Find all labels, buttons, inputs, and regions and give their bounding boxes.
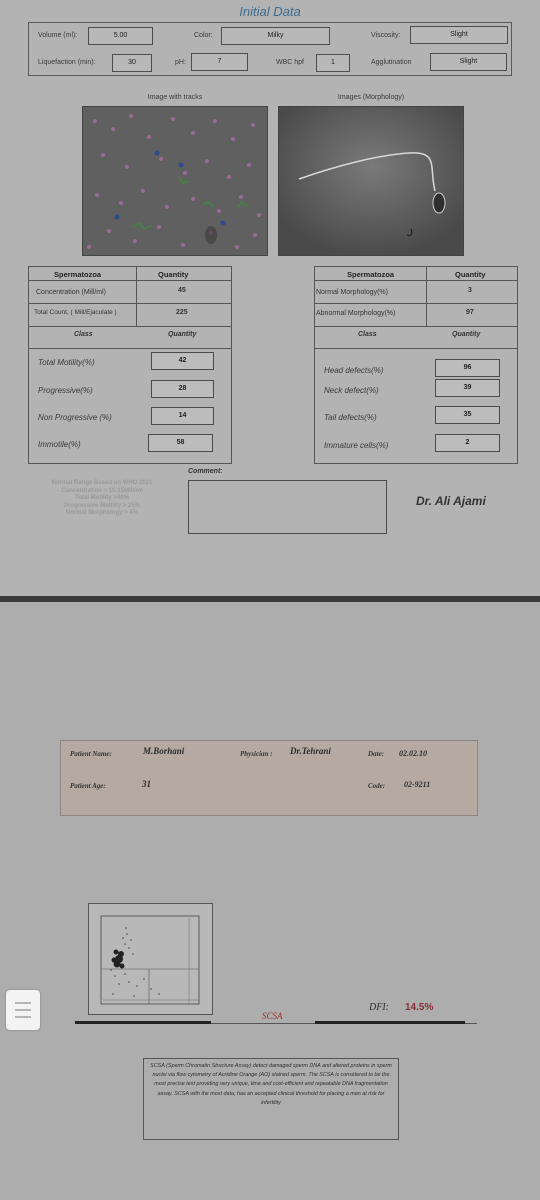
immotile-label: Immotile(%) <box>38 440 81 449</box>
normal-range-line: Progressive Motility > 25% <box>64 502 140 509</box>
normal-range-line: Normal Range Based on WHO 2021 <box>51 480 153 486</box>
volume-field: 5.00 <box>88 27 153 45</box>
normal-range-line: Normal Morphology > 4% <box>65 510 139 516</box>
scsa-underline-end <box>465 1023 477 1024</box>
total-motility-value: 42 <box>151 352 214 370</box>
dfi-label: DFI: <box>369 1002 389 1013</box>
agglutination-label: Agglutination <box>371 59 412 66</box>
initial-data-title: Initial Data <box>239 4 301 19</box>
date-value: 02.02.10 <box>399 749 427 758</box>
normal-morphology-value: 3 <box>468 287 472 294</box>
color-field: Milky <box>221 27 330 45</box>
total-count-label: Total Count, ( Mill/Ejaculate ) <box>34 309 117 316</box>
menu-button[interactable] <box>6 990 40 1030</box>
wbc-label: WBC hpf <box>276 59 305 66</box>
volume-label: Volume (ml): <box>38 32 78 39</box>
color-label: Color: <box>194 32 213 39</box>
scsa-underline-mid <box>211 1023 315 1024</box>
menu-icon <box>15 1016 31 1018</box>
scsa-label: SCSA <box>262 1011 283 1021</box>
menu-icon <box>15 1002 31 1004</box>
date-label: Date: <box>368 750 384 758</box>
liquefaction-label: Liquefaction (min): <box>38 59 96 66</box>
physician-value: Dr.Tehrani <box>290 746 331 756</box>
doctor-name: Dr. Ali Ajami <box>416 494 486 508</box>
left-quantity-label: Quantity <box>168 331 197 338</box>
right-header-quantity: Quantity <box>455 270 486 279</box>
neck-defect-value: 39 <box>435 379 500 397</box>
code-value: 02-9211 <box>404 780 431 789</box>
tail-defects-value: 35 <box>435 406 500 424</box>
patient-age-label: Patient Age: <box>70 782 106 790</box>
comment-label: Comment: <box>188 468 223 475</box>
tail-defects-label: Tail defects(%) <box>324 413 377 422</box>
report-page-1 <box>0 0 540 596</box>
concentration-value: 45 <box>178 287 186 294</box>
non-progressive-value: 14 <box>151 407 214 425</box>
scsa-underline-left <box>75 1021 211 1024</box>
scsa-underline-right <box>315 1021 465 1024</box>
morphology-image <box>278 106 464 256</box>
patient-name-value: M.Borhani <box>143 746 185 756</box>
concentration-label: Concentration (Mill/ml) <box>36 289 107 296</box>
patient-age-value: 31 <box>142 779 151 789</box>
tracks-image <box>82 106 268 256</box>
scsa-description: SCSA (Sperm Chromatin Structure Assay) detect damaged sperm DNA and altered proteins in sperm nuclei via flow cytometry of Acridine Orange (AO) stained sperm. The SCSA is considered to be the most precise test providing very unique, time and cost-efficient and repeatable DNA fragmentation assay. SCSA with the most data, has an accepted clinical threshold for placing a man at risk for infertility <box>143 1058 399 1140</box>
normal-range-line: Concentration > 10-15Mill/ml <box>61 487 143 494</box>
left-header-quantity: Quantity <box>158 270 189 279</box>
neck-defect-label: Neck defect(%) <box>324 386 379 395</box>
scsa-plot <box>88 903 213 1015</box>
ph-label: pH: <box>175 59 186 66</box>
immature-cells-value: 2 <box>435 434 500 452</box>
immotile-value: 58 <box>148 434 213 452</box>
normal-range-note <box>30 480 174 518</box>
menu-icon <box>15 1009 31 1011</box>
normal-range-line: Total Motility >40% <box>75 495 129 501</box>
total-motility-label: Total Motility(%) <box>38 358 95 367</box>
progressive-label: Progressive(%) <box>38 386 93 395</box>
ph-field: 7 <box>191 53 248 71</box>
physician-label: Physician : <box>240 750 273 758</box>
total-count-value: 225 <box>176 309 188 316</box>
right-quantity-label: Quantity <box>452 331 481 338</box>
left-header-spermatozoa: Spermatozoa <box>54 270 102 279</box>
right-class-label: Class <box>358 331 377 338</box>
viscosity-field: Slight <box>410 26 508 44</box>
right-header-spermatozoa: Spermatozoa <box>347 270 395 279</box>
agglutination-field: Slight <box>430 53 507 71</box>
normal-morphology-label: Normal Morphology(%) <box>316 289 388 296</box>
immature-cells-label: Immature cells(%) <box>324 441 389 450</box>
abnormal-morphology-value: 97 <box>466 309 474 316</box>
comment-box <box>188 480 387 534</box>
head-defects-label: Head defects(%) <box>324 366 384 375</box>
tracks-caption: Image with tracks <box>147 94 203 101</box>
viscosity-label: Viscosity: <box>371 32 401 39</box>
non-progressive-label: Non Progressive (%) <box>38 413 112 422</box>
progressive-value: 28 <box>151 380 214 398</box>
abnormal-morphology-label: Abnormal Morphology(%) <box>316 310 396 317</box>
morphology-caption: Images (Morphology) <box>337 94 405 101</box>
liquefaction-field: 30 <box>112 54 152 72</box>
wbc-field: 1 <box>316 54 350 72</box>
head-defects-value: 96 <box>435 359 500 377</box>
left-class-label: Class <box>74 331 93 338</box>
code-label: Code: <box>368 782 386 790</box>
page-divider <box>0 596 540 602</box>
patient-name-label: Patient Name: <box>70 750 112 758</box>
dfi-value: 14.5% <box>405 1002 434 1013</box>
